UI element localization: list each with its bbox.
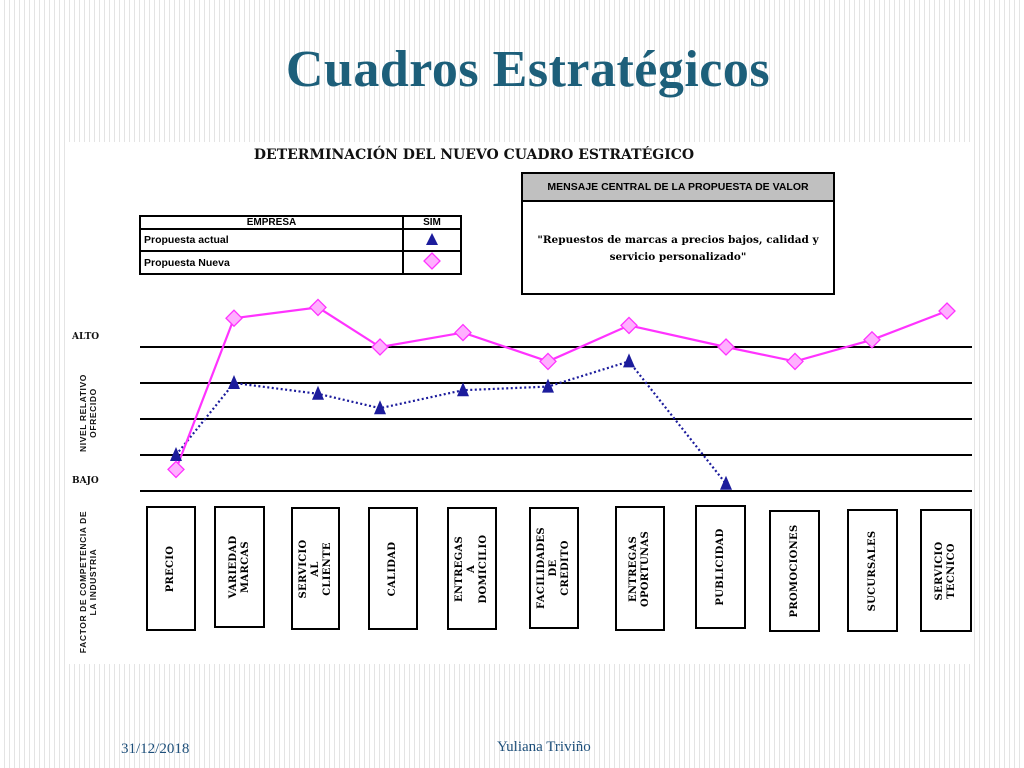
factor-box xyxy=(920,509,972,632)
factor-label: ENTREGAS OPORTUNAS xyxy=(628,530,651,607)
factor-box xyxy=(146,506,196,631)
factor-box xyxy=(214,506,265,628)
factor-label: SUCURSALES xyxy=(866,530,878,611)
factor-box xyxy=(529,507,579,629)
value-proposition-header: MENSAJE CENTRAL DE LA PROPUESTA DE VALOR xyxy=(523,174,833,202)
x-axis-label: FACTOR DE COMPETENCIA DE LA INDUSTRIA xyxy=(78,510,98,654)
factor-box xyxy=(769,510,820,632)
factor-label: PROMOCIONES xyxy=(788,524,800,618)
factor-label: PUBLICIDAD xyxy=(714,528,726,606)
y-axis-label: NIVEL RELATIVO OFRECIDO xyxy=(78,374,98,452)
chart-panel xyxy=(68,142,972,664)
series-line-actual xyxy=(176,361,726,483)
factor-box xyxy=(847,509,898,632)
plot-area xyxy=(68,142,972,664)
factor-label: ENTREGAS A DOMICILIO xyxy=(454,534,489,603)
factor-label: VARIEDAD MARCAS xyxy=(227,535,251,599)
legend-label-nueva: Propuesta Nueva xyxy=(140,251,403,274)
factor-box xyxy=(615,506,665,631)
point-nueva xyxy=(621,317,637,333)
point-nueva xyxy=(310,299,326,315)
value-proposition-text: "Repuestos de marcas a precios bajos, calidad y servicio personalizado" xyxy=(537,234,819,263)
point-actual xyxy=(623,353,635,367)
factor-label: SERVICIO AL CLIENTE xyxy=(297,539,333,598)
factor-box xyxy=(447,507,497,630)
point-nueva xyxy=(372,339,388,355)
slide-title: Cuadros Estratégicos xyxy=(285,41,771,98)
factor-box xyxy=(291,507,340,630)
legend-header-sim: SIM xyxy=(403,216,461,229)
legend-header-empresa: EMPRESA xyxy=(140,216,403,229)
point-nueva xyxy=(718,339,734,355)
factor-label: CALIDAD xyxy=(387,541,398,596)
y-top-label: ALTO xyxy=(72,332,100,342)
point-nueva xyxy=(787,353,803,369)
point-nueva xyxy=(226,310,242,326)
point-nueva xyxy=(864,332,880,348)
point-nueva xyxy=(455,325,471,341)
chart-title: DETERMINACIÓN DEL NUEVO CUADRO ESTRATÉGICO xyxy=(253,147,695,163)
y-bottom-label: BAJO xyxy=(72,476,99,486)
factor-label: FACILIDADES DE CREDITO xyxy=(536,527,571,609)
footer-author: Yuliana Triviño xyxy=(497,739,591,755)
point-nueva xyxy=(939,303,955,319)
point-nueva xyxy=(168,461,184,477)
series-line-nueva xyxy=(176,307,947,469)
factor-label: SERVICIO TECNICO xyxy=(934,541,957,600)
factor-label: PRECIO xyxy=(165,545,176,592)
factor-box xyxy=(695,505,746,629)
footer-date: 31/12/2018 xyxy=(121,741,190,757)
point-nueva xyxy=(540,353,556,369)
point-actual xyxy=(374,400,386,414)
factor-box xyxy=(368,507,418,630)
legend-label-actual: Propuesta actual xyxy=(140,229,403,251)
